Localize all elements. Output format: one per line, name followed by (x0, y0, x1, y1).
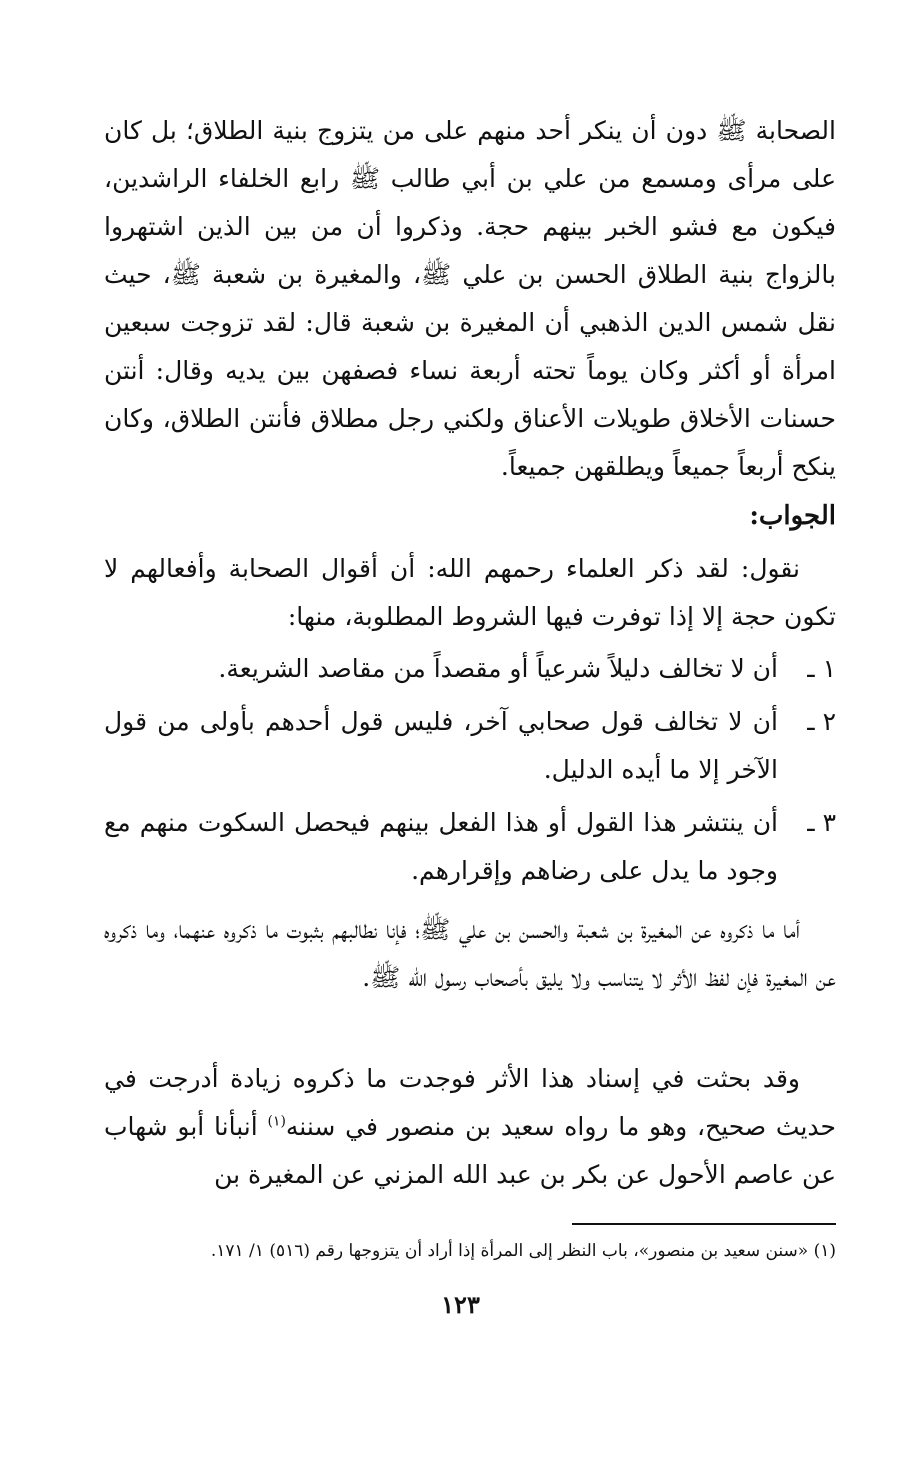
mughira-paragraph: أما ما ذكروه عن المغيرة بن شعبة والحسن بن علي ﷺ؛ فإنا نطالبهم بثبوت ما ذكروه عنهما، وما ذكروه عن المغيرة فإن لفظ الأثر لا يتناسب ولا يليق بأصحاب رسول الله ﷺ. (104, 915, 836, 992)
search-paragraph (104, 1055, 836, 1199)
answer-intro: نقول: لقد ذكر العلماء رحمهم الله: أن أقوال الصحابة وأفعالهم لا تكون حجة إلا إذا توفرت فيها الشروط المطلوبة، منها: (104, 554, 836, 631)
opening-paragraph: الصحابة ﷺ دون أن ينكر أحد منهم على من يتزوج بنية الطلاق؛ بل كان على مرأى ومسمع من علي بن أبي طالب ﷺ رابع الخلفاء الراشدين، فيكون مع فشو الخبر بينهم حجة. وذكروا أن من بين الذين اشتهروا بالزواج بنية الطلاق الحسن بن علي ﷺ، والمغيرة بن شعبة ﷺ، حيث نقل شمس الدين الذهبي أن المغيرة بن شعبة قال: لقد تزوجت سبعين امرأة أو أكثر وكان يوماً تحته أربعة نساء فصفهن بين يديه وقال: أنتن حسنات الأخلاق طويلات الأعناق ولكني رجل مطلاق فأنتن الطلاق، وكان ينكح أربعاً جميعاً ويطلقهن جميعاً. (104, 116, 836, 481)
condition-text: أن لا تخالف قول صحابي آخر، فليس قول أحدهم بأولى من قول الآخر إلا ما أيده الدليل. (104, 707, 778, 784)
condition-text: أن لا تخالف دليلاً شرعياً أو مقصداً من مقاصد الشريعة. (218, 654, 778, 683)
footnote-marker[interactable]: (١) (267, 1113, 286, 1130)
main-text (104, 107, 836, 491)
condition-number: ١ ـ (807, 654, 836, 683)
footnote: (١) «سنن سعيد بن منصور»، باب النظر إلى المرأة إذا أراد أن يتزوجها رقم (٥١٦) ١/ ١٧١. (210, 1241, 836, 1261)
conditions-list (104, 645, 836, 895)
answer-intro-block (104, 545, 836, 641)
condition-item (104, 698, 836, 794)
condition-item (104, 645, 836, 693)
search-text-before: وقد بحثت في إسناد هذا الأثر فوجدت ما ذكروه زيادة أدرجت في حديث صحيح، وهو ما رواه سعيد بن منصور في سننه (104, 1064, 836, 1141)
page-number: ١٢٣ (441, 1290, 480, 1319)
search-section (104, 1055, 836, 1199)
condition-text: أن ينتشر هذا القول أو هذا الفعل بينهم فيحصل السكوت منهم مع وجود ما يدل على رضاهم وإقرارهم. (104, 808, 778, 885)
condition-item (104, 799, 836, 895)
mughira-section (104, 906, 836, 1002)
answer-heading: الجواب: (749, 501, 836, 531)
condition-number: ٣ ـ (807, 808, 836, 837)
search-text-after: أنبأنا أبو شهاب عن عاصم الأحول عن بكر بن عبد الله المزني عن المغيرة بن (104, 1112, 836, 1189)
condition-number: ٢ ـ (807, 707, 836, 736)
answer-section (104, 492, 836, 540)
footnote-divider (572, 1223, 836, 1225)
